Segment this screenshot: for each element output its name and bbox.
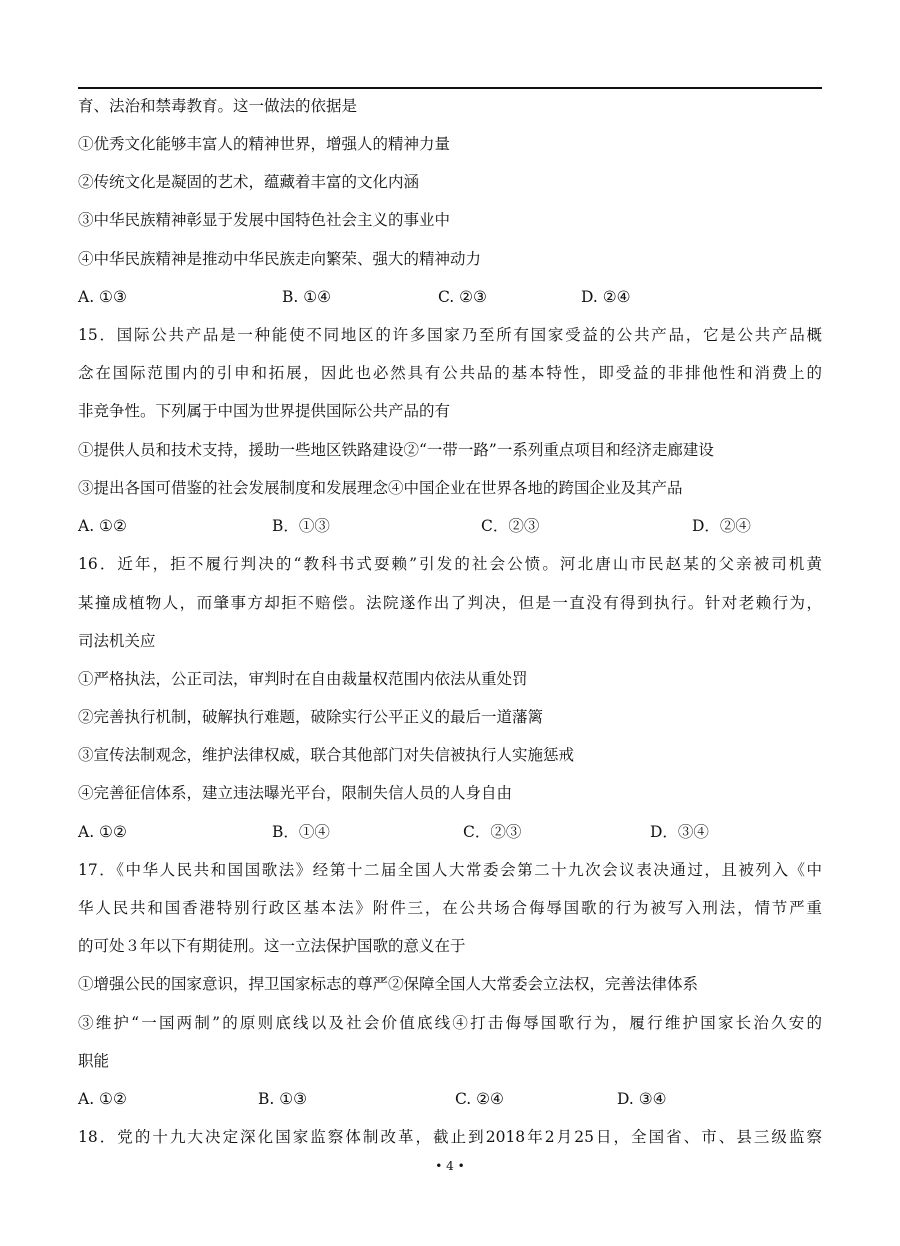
q16-statement-2: ②完善执行机制，破解执行难题，破除实行公平正义的最后一道藩篱 [78,708,544,726]
q15-stem-line-2: 念在国际范围内的引申和拓展，因此也必然具有公共品的基本特性，即受益的非排他性和消费上的 [78,364,822,382]
q16-option-c: C．②③ [463,823,522,841]
q16-stem-line-1: 16．近年，拒不履行判决的“教科书式耍赖”引发的社会公愤。河北唐山市民赵某的父亲被司机黄 [78,555,822,573]
q17-stem-line-1: 17．《中华人民共和国国歌法》经第十二届全国人大常委会第二十九次会议表决通过，且被列入《中 [78,861,822,879]
q14-statement-3: ③中华民族精神彰显于发展中国特色社会主义的事业中 [78,211,451,229]
header-rule [78,87,822,89]
q15-stem-line-3: 非竞争性。下列属于中国为世界提供国际公共产品的有 [78,402,451,420]
q17-statements-3-4: ③维护“一国两制”的原则底线以及社会价值底线④打击侮辱国歌行为，履行维护国家长治久安的 [78,1014,822,1032]
q14-option-c: C. ②③ [438,288,487,306]
q15-stem-line-1: 15．国际公共产品是一种能使不同地区的许多国家乃至所有国家受益的公共产品，它是公共产品概 [78,326,822,344]
q16-option-a: A. ①② [78,823,127,841]
q15-statements-1-2: ①提供人员和技术支持，援助一些地区铁路建设②“一带一路”一系列重点项目和经济走廊建设 [78,441,714,459]
q14-intro: 育、法治和禁毒教育。这一做法的依据是 [78,97,358,115]
q16-option-d: D．③④ [650,823,709,841]
q16-statement-4: ④完善征信体系，建立违法曝光平台，限制失信人员的人身自由 [78,784,513,802]
q15-option-c: C．②③ [481,517,540,535]
q18-stem-line-1: 18．党的十九大决定深化国家监察体制改革，截止到2018年2月25日，全国省、市、县三级监察 [78,1128,822,1146]
q14-option-a: A. ①③ [78,288,127,306]
q16-statement-1: ①严格执法，公正司法，审判时在自由裁量权范围内依法从重处罚 [78,670,528,688]
q17-stem-line-2: 华人民共和国香港特别行政区基本法》附件三，在公共场合侮辱国歌的行为被写入刑法，情节严重 [78,899,822,917]
q15-option-b: B．①③ [272,517,330,535]
q17-statements-1-2: ①增强公民的国家意识，捍卫国家标志的尊严②保障全国人大常委会立法权，完善法律体系 [78,975,699,993]
q15-option-d: D．②④ [692,517,751,535]
q16-option-b: B．①④ [272,823,330,841]
q16-stem-line-2: 某撞成植物人，而肇事方却拒不赔偿。法院遂作出了判决，但是一直没有得到执行。针对老赖行为， [78,594,822,612]
q15-statements-3-4: ③提出各国可借鉴的社会发展制度和发展理念④中国企业在世界各地的跨国企业及其产品 [78,479,683,497]
q16-statement-3: ③宣传法制观念，维护法律权威，联合其他部门对失信被执行人实施惩戒 [78,746,575,764]
q17-option-b: B. ①③ [258,1090,308,1108]
q14-statement-1: ①优秀文化能够丰富人的精神世界，增强人的精神力量 [78,135,451,153]
q15-option-a: A. ①② [78,517,127,535]
q17-statements-3-4-cont: 职能 [78,1052,110,1070]
q14-option-b: B. ①④ [282,288,332,306]
q14-statement-4: ④中华民族精神是推动中华民族走向繁荣、强大的精神动力 [78,250,482,268]
q14-option-d: D. ②④ [581,288,631,306]
q17-option-d: D. ③④ [617,1090,667,1108]
q17-stem-line-3: 的可处３年以下有期徒刑。这一立法保护国歌的意义在于 [78,937,466,955]
page-number: • 4 • [435,1159,465,1173]
q17-option-c: C. ②④ [455,1090,504,1108]
q14-statement-2: ②传统文化是凝固的艺术，蕴藏着丰富的文化内涵 [78,173,420,191]
q17-option-a: A. ①② [78,1090,127,1108]
q16-stem-line-3: 司法机关应 [78,632,156,650]
